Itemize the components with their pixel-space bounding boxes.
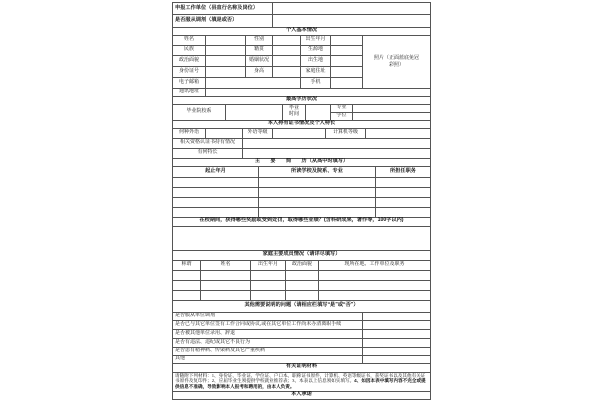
adjust-label: 是否服从调剂（填是或否）: [173, 15, 273, 28]
school-value: [226, 104, 283, 120]
gender-label: 性别: [246, 35, 273, 45]
major-value: [353, 104, 431, 112]
question-illness: 是否患有精神病、传染病及其它严重疾病: [173, 347, 363, 355]
materials-instructions: [174, 373, 429, 391]
materials-emphasis: 4、如因本表中填写内容不完全或提供信息不准确，导致影响本人报考和聘用的，由本人负责。: [175, 378, 426, 389]
family-cell: [251, 290, 286, 300]
family-col-birth: 出生年月: [251, 260, 286, 270]
resume-col-school: 所读学校及院系、专业: [259, 166, 376, 177]
application-header-table: [172, 2, 431, 28]
birth-date-value: [331, 35, 363, 45]
job-unit-label: 申报工作单位（县直行名称及岗位）: [173, 3, 273, 15]
family-cell: [201, 280, 251, 290]
mail-address-value: [206, 88, 431, 96]
birthplace-label: 出生地: [301, 55, 331, 66]
other-questions-table: [172, 300, 431, 364]
family-row: [173, 280, 431, 290]
answer-cell: [363, 329, 431, 338]
question-other: 其他: [173, 355, 363, 363]
certificates-table: [172, 120, 431, 159]
question-misconduct: 是否有违法、违纪或其它不良行为: [173, 338, 363, 347]
adjust-value: [273, 15, 431, 28]
awards-heading: 在校期间，获得哪些奖励或受到处罚，取得哪些业绩？(含科研成果，著作等，100字以内): [173, 217, 431, 226]
major-label: 专业: [331, 104, 353, 112]
home-address-value: [331, 66, 363, 77]
resume-position-cell: [376, 187, 431, 197]
family-cell: [173, 270, 201, 280]
certificates-heading: 本人持有证书情况及个人特长: [173, 120, 431, 128]
resume-row: [173, 207, 431, 217]
computer-level-label: 计算机等级: [326, 128, 366, 138]
resume-table: [172, 158, 431, 218]
resume-period-cell: [173, 197, 259, 207]
family-cell: [319, 290, 431, 300]
qualifications-value: [243, 138, 431, 148]
ethnicity-label: 民族: [173, 45, 206, 55]
materials-table: [172, 363, 431, 392]
family-col-name: 姓名: [201, 260, 251, 270]
school-label: 毕业院校系: [173, 104, 226, 120]
name-label: 姓名: [173, 35, 206, 45]
birth-date-label: 出生年月: [301, 35, 331, 45]
photo-box: [363, 35, 431, 88]
awards-table: [172, 217, 431, 251]
materials-cell: [173, 372, 431, 391]
answer-cell: [363, 347, 431, 355]
id-number-value: [206, 66, 246, 77]
family-cell: [319, 280, 431, 290]
language-level-value: [273, 128, 326, 138]
question-hired-dismissed: 是否被其他单位录用、辞退: [173, 329, 363, 338]
pledge-heading: 本人承诺: [173, 391, 431, 399]
family-row: [173, 270, 431, 280]
computer-level-value: [366, 128, 431, 138]
answer-cell: [363, 338, 431, 347]
specialty-label: 有何特长: [173, 148, 243, 158]
marital-status-value: [273, 55, 301, 66]
name-value: [206, 35, 246, 45]
language-level-label: 外语等级: [243, 128, 273, 138]
grad-time-label: 毕业时间: [288, 106, 299, 117]
family-cell: [286, 270, 319, 280]
height-label: 身高: [246, 66, 273, 77]
native-place-value: [273, 45, 301, 55]
pledge-table: [172, 391, 431, 400]
birthplace-value: [331, 55, 363, 66]
question-existing-contract: 是否已与其它单位签有工作合同或协议,或在其它单位工作尚未办清离职手续: [173, 320, 363, 329]
other-questions-heading: 其他需要说明的问题（请相应栏填写“是”或“否”）: [173, 300, 431, 312]
marital-status-label: 婚姻状况: [246, 55, 273, 66]
application-form: [172, 0, 430, 400]
family-col-political: 政治面貌: [286, 260, 319, 270]
family-cell: [286, 280, 319, 290]
resume-period-cell: [173, 187, 259, 197]
ethnicity-value: [206, 45, 246, 55]
political-status-label: 政治面貌: [173, 55, 206, 66]
native-place-label: 籍贯: [246, 45, 273, 55]
education-table: [172, 96, 431, 121]
resume-period-cell: [173, 207, 259, 217]
family-cell: [173, 280, 201, 290]
family-cell: [251, 280, 286, 290]
family-cell: [201, 290, 251, 300]
mobile-label: 手机: [301, 77, 331, 88]
foreign-language-value: [206, 128, 243, 138]
photo-label: 照片（正面蓝底免冠彩照）: [374, 55, 420, 68]
answer-cell: [363, 312, 431, 320]
mail-address-label: 通讯地址: [173, 88, 206, 96]
family-col-workplace: 现所在地、工作单位及职务: [319, 260, 431, 270]
specialty-value: [243, 148, 431, 158]
family-cell: [173, 290, 201, 300]
resume-row: [173, 187, 431, 197]
family-cell: [201, 270, 251, 280]
question-accept-adjustment: 是否服从单位调剂: [173, 312, 363, 320]
resume-school-cell: [259, 177, 376, 187]
resume-school-cell: [259, 187, 376, 197]
height-value: [273, 66, 301, 77]
foreign-language-label: 何种外语: [173, 128, 206, 138]
origin-label: 生源地: [301, 45, 331, 55]
degree-value: [353, 112, 431, 120]
qualifications-label: 相关资格认证书持有情况: [173, 138, 243, 148]
resume-position-cell: [376, 207, 431, 217]
resume-school-cell: [259, 197, 376, 207]
education-heading: 最高学历状况: [173, 96, 431, 104]
grad-time-cell: [283, 104, 306, 120]
awards-value: [173, 226, 431, 250]
materials-text: 请随附下列材料：1、身份证、毕业证、学位证、户口本、职称证书原件，计算机、英语等级证书，获奖证书以及其他有关证书原件及复印件；2、应届毕业生须提供学校就业推荐表；3、本表以上信息须如实填写。: [175, 372, 426, 384]
mobile-value: [331, 77, 363, 88]
email-value: [206, 77, 301, 88]
gender-value: [273, 35, 301, 45]
resume-period-cell: [173, 177, 259, 187]
resume-col-period: 起止年月: [173, 166, 259, 177]
answer-cell: [363, 320, 431, 329]
resume-position-cell: [376, 197, 431, 207]
resume-row: [173, 197, 431, 207]
personal-info-table: [172, 27, 431, 97]
family-table: [172, 250, 431, 301]
political-status-value: [206, 55, 246, 66]
resume-row: [173, 177, 431, 187]
resume-position-cell: [376, 177, 431, 187]
family-col-relation: 称谓: [173, 260, 201, 270]
family-cell: [319, 270, 431, 280]
answer-cell: [363, 355, 431, 363]
personal-info-heading: 个人基本情况: [173, 27, 431, 35]
grad-time-value: [306, 104, 331, 120]
origin-value: [331, 45, 363, 55]
family-cell: [251, 270, 286, 280]
email-label: 电子邮箱: [173, 77, 206, 88]
family-cell: [286, 290, 319, 300]
family-heading: 家庭主要成员情况（请详尽填写）: [173, 250, 431, 260]
resume-col-position: 所担任职务: [376, 166, 431, 177]
resume-heading: 主 要 简 历（从高中时填写）: [173, 158, 431, 166]
materials-heading: 有关证明材料: [173, 363, 431, 372]
id-number-label: 身份证号: [173, 66, 206, 77]
resume-school-cell: [259, 207, 376, 217]
family-row: [173, 290, 431, 300]
job-unit-value: [273, 3, 431, 15]
degree-label: 学位: [331, 112, 353, 120]
home-address-label: 家庭住址: [301, 66, 331, 77]
